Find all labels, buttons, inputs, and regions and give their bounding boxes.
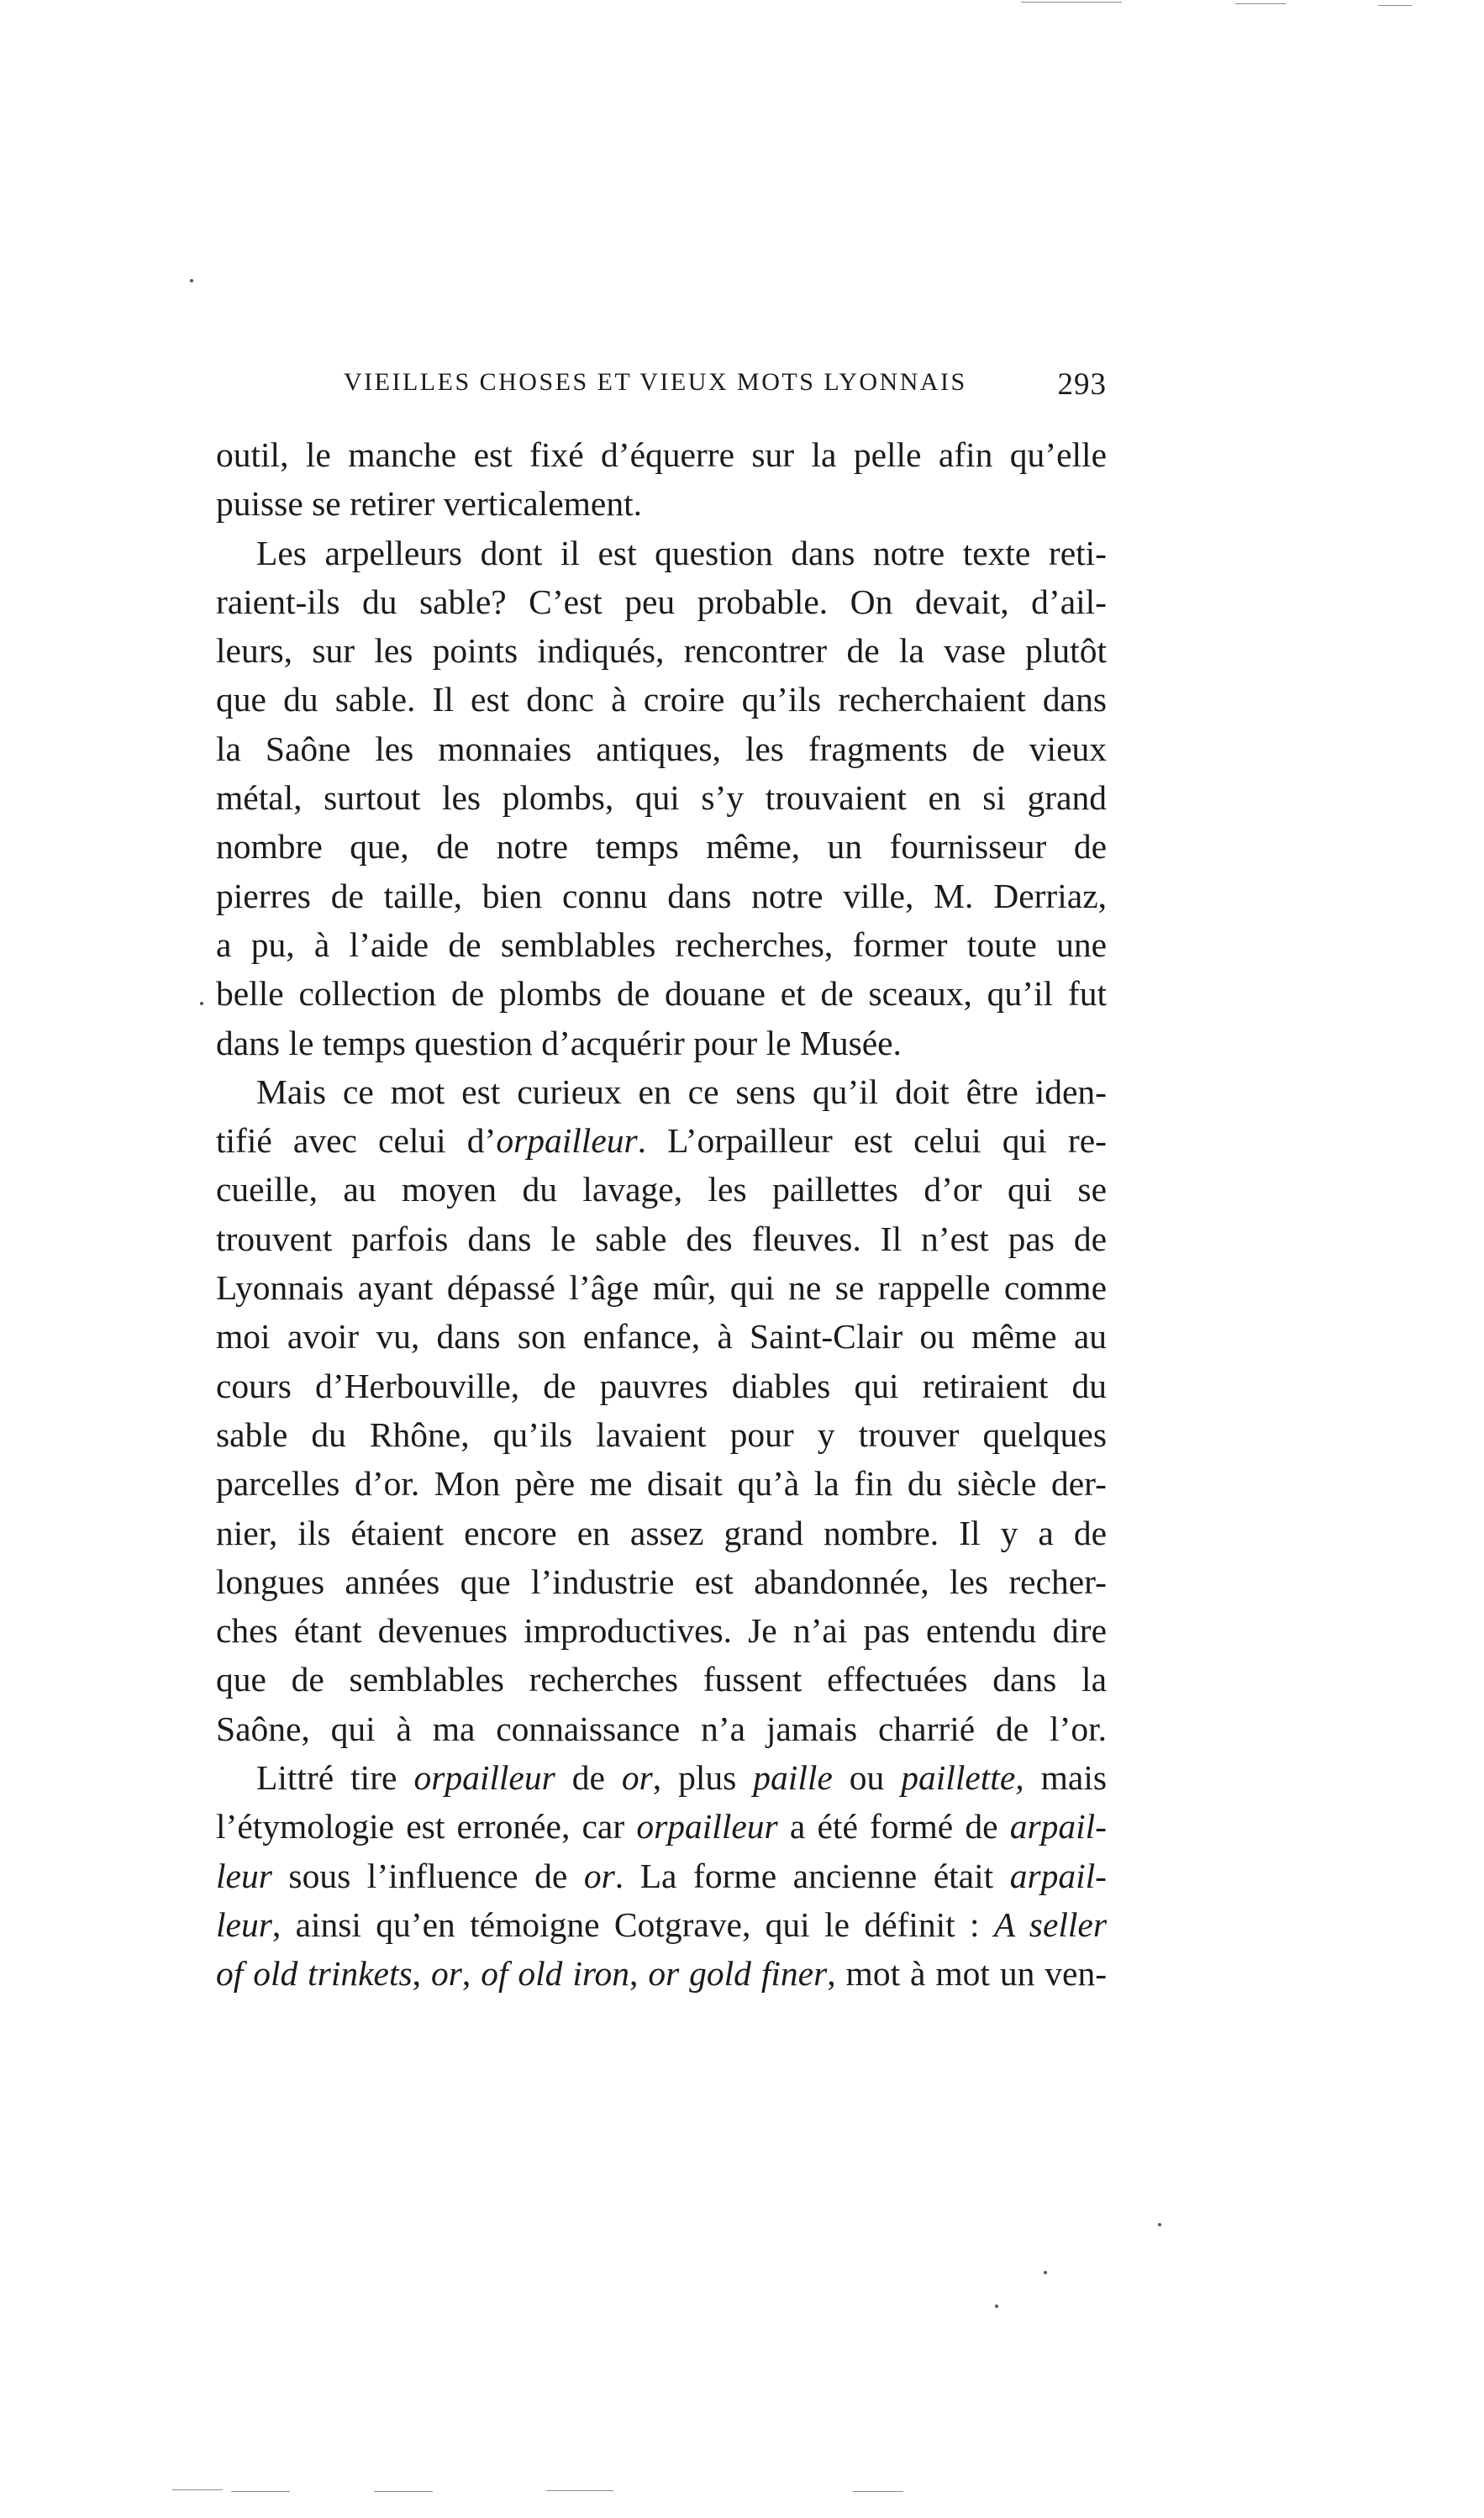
text-line: belle collection de plombs de douane et de sceaux, qu’il fut [216, 974, 1107, 1014]
text-line: puisse se retirer verticalement. [216, 484, 642, 524]
scan-speck [200, 1002, 203, 1005]
text-line: cueille, au moyen du lavage, les paillettes d’or qui se [216, 1170, 1107, 1209]
text-line: parcelles d’or. Mon père me disait qu’à la fin du siècle der- [216, 1464, 1107, 1504]
text-line: sable du Rhône, qu’ils lavaient pour y trouver quelques [216, 1414, 1107, 1454]
text-line: Mais ce mot est curieux en ce sens qu’il doit être iden- [256, 1072, 1107, 1111]
text-line: Les arpelleurs dont il est question dans notre texte reti- [256, 533, 1107, 572]
page-header [216, 368, 1107, 410]
scan-speck [995, 2305, 998, 2308]
text-line: Littré tire orpailleur de or, plus paille ou paillette, mais [256, 1758, 1107, 1798]
text-line: ches étant devenues improductives. Je n’ai pas entendu dire [216, 1611, 1107, 1651]
text-line: trouvent parfois dans le sable des fleuves. Il n’est pas de [216, 1219, 1107, 1258]
text-line: l’étymologie est erronée, car orpailleur a été formé de arpail- [216, 1807, 1107, 1846]
text-line: Saône, qui à ma connaissance n’a jamais charrié de l’or. [216, 1709, 1107, 1748]
text-line: moi avoir vu, dans son enfance, à Saint-Clair ou même au [216, 1317, 1107, 1356]
text-line: a pu, à l’aide de semblables recherches, former toute une [216, 924, 1107, 964]
scan-rule-bottom [546, 2490, 613, 2491]
text-line: leur, ainsi qu’en témoigne Cotgrave, qui le définit : A seller [216, 1904, 1107, 1944]
text-line: leur sous l’influence de or. La forme ancienne était arpail- [216, 1856, 1107, 1895]
scan-rule-bottom [853, 2491, 903, 2492]
text-line: cours d’Herbouville, de pauvres diables qui retiraient du [216, 1366, 1107, 1405]
page-number: 293 [1057, 367, 1107, 402]
text-line: of old trinkets, or, of old iron, or gold finer, mot à mot un ven- [216, 1954, 1108, 1994]
scan-rule-top [1021, 2, 1122, 3]
scan-speck [1044, 2271, 1047, 2274]
text-line: nier, ils étaient encore en assez grand nombre. Il y a de [216, 1513, 1107, 1552]
text-line: leurs, sur les points indiqués, rencontrer de la vase plutôt [216, 631, 1107, 671]
scan-rule-top [1235, 3, 1286, 4]
scan-rule-bottom [172, 2489, 223, 2490]
text-line: pierres de taille, bien connu dans notre ville, M. Derriaz, [216, 876, 1107, 915]
scan-rule-top [1378, 5, 1412, 6]
scan-rule-bottom [231, 2491, 290, 2492]
text-line: longues années que l’industrie est abandonnée, les recher- [216, 1562, 1107, 1601]
scan-speck [190, 279, 193, 282]
text-line: raient-ils du sable? C’est peu probable. On devait, d’ail- [216, 582, 1107, 621]
text-line: la Saône les monnaies antiques, les fragments de vieux [216, 729, 1107, 768]
scan-rule-bottom [374, 2491, 433, 2492]
running-title: VIEILLES CHOSES ET VIEUX MOTS LYONNAIS [344, 368, 967, 396]
text-line: outil, le manche est fixé d’équerre sur la pelle afin qu’elle [216, 435, 1107, 474]
text-line: tifié avec celui d’orpailleur. L’orpailleur est celui qui re- [216, 1121, 1107, 1161]
text-line: métal, surtout les plombs, qui s’y trouvaient en si grand [216, 778, 1107, 818]
text-line: que du sable. Il est donc à croire qu’ils recherchaient dans [216, 680, 1107, 719]
text-line: dans le temps question d’acquérir pour le Musée. [216, 1023, 902, 1062]
scan-speck [1158, 2223, 1161, 2226]
text-line: nombre que, de notre temps même, un fournisseur de [216, 827, 1107, 867]
text-line: Lyonnais ayant dépassé l’âge mûr, qui ne se rappelle comme [216, 1268, 1107, 1308]
text-line: que de semblables recherches fussent effectuées dans la [216, 1660, 1107, 1699]
body-text [216, 430, 1107, 1999]
